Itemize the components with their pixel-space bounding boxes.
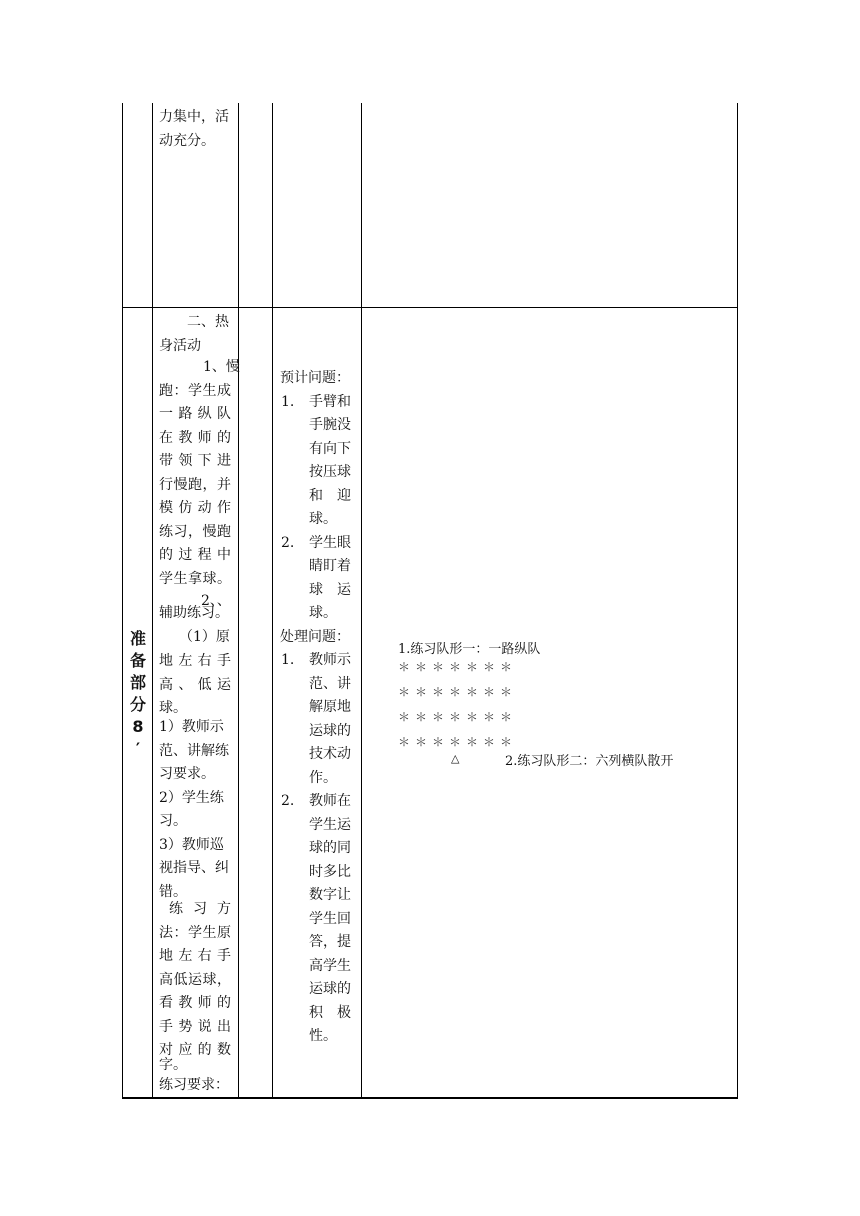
handling-problems-heading: 处理问题： — [280, 628, 350, 645]
warmup-line: 二、热 — [187, 314, 229, 330]
item-line: 学生回 — [309, 910, 351, 927]
table-right-border — [737, 103, 738, 1098]
item-line: 技术动 — [309, 746, 351, 762]
section-label-char: ′ — [135, 739, 141, 758]
item-line: 学生眼 — [309, 534, 351, 551]
section-label-char: 备 — [129, 651, 146, 670]
item-line: 积 极 — [309, 1004, 351, 1021]
item-line: 运球的 — [309, 722, 351, 739]
warmup-line: 地左右手 — [159, 948, 231, 964]
item-line: 教师示 — [309, 652, 351, 668]
section-label-char: 准 — [129, 629, 146, 648]
warmup-line: 错。 — [159, 883, 187, 900]
item-line: 球 运 — [309, 581, 351, 598]
section-label — [124, 628, 152, 760]
warmup-line: 在教师的 — [159, 429, 231, 446]
section-label-char: 分 — [129, 695, 146, 714]
item-line: 教师在 — [309, 793, 351, 809]
warmup-line: 一路纵队 — [159, 406, 231, 422]
item-line: 和 迎 — [309, 487, 351, 504]
item-line: 学生运 — [309, 816, 351, 833]
warmup-line: 练习要求： — [159, 1077, 229, 1093]
expected-problems-heading: 预计问题： — [280, 370, 350, 386]
warmup-line: 身活动 — [159, 337, 201, 354]
warmup-line: 的过程中 — [159, 547, 231, 563]
warmup-line: 1）教师示 — [159, 719, 224, 735]
warmup-line: 视指导、纠 — [159, 860, 229, 876]
warmup-line: 高、低运 — [159, 676, 231, 693]
warmup-line: 范、讲解练 — [159, 742, 229, 759]
warmup-line: 字。 — [159, 1057, 187, 1073]
student-row: ＊＊＊＊＊＊＊ — [398, 685, 518, 699]
warmup-line: 学生拿球。 — [159, 570, 231, 587]
item-number: 2. — [281, 534, 295, 551]
item-line: 解原地 — [309, 699, 351, 715]
item-line: 睛盯着 — [309, 558, 351, 574]
warmup-line: 法：学生原 — [159, 924, 231, 941]
item-number: 1. — [281, 652, 295, 668]
warmup-line: 行慢跑，并 — [159, 476, 231, 493]
table-divider-col4 — [361, 103, 362, 1098]
student-row: ＊＊＊＊＊＊＊ — [398, 735, 518, 749]
item-line: 时多比 — [309, 863, 351, 880]
expected-problem-item — [280, 391, 358, 532]
warmup-line: 带领下进 — [159, 453, 231, 469]
warmup-line: 习。 — [159, 813, 187, 829]
warmup-line: 手势说出 — [159, 1018, 231, 1035]
warmup-line: 高低运球， — [159, 971, 231, 988]
warmup-line: 1、慢 — [203, 359, 240, 375]
student-row: ＊＊＊＊＊＊＊ — [398, 710, 518, 724]
student-row: ＊＊＊＊＊＊＊ — [398, 660, 518, 674]
item-line: 手腕没 — [309, 417, 351, 433]
item-line: 球。 — [309, 511, 337, 527]
item-line: 范、讲 — [309, 675, 351, 692]
item-line: 作。 — [309, 769, 337, 786]
item-number: 2. — [281, 793, 295, 809]
item-line: 按压球 — [309, 464, 351, 480]
item-line: 数字让 — [309, 887, 351, 903]
row-divider — [122, 307, 738, 308]
table-left-border — [122, 103, 123, 1098]
item-line: 手臂和 — [309, 393, 351, 410]
warmup-line: 2、、 — [201, 593, 231, 609]
item-line: 球。 — [309, 605, 337, 621]
table-divider-col2 — [238, 103, 239, 1098]
item-line: 性。 — [309, 1028, 337, 1044]
item-line: 高学生 — [309, 957, 351, 974]
item-line: 运球的 — [309, 981, 351, 997]
warmup-line: 地左右手 — [159, 653, 231, 669]
warmup-line: 习要求。 — [159, 766, 215, 782]
warmup-line: 2）学生练 — [159, 789, 224, 806]
item-line: 球的同 — [309, 840, 351, 856]
warmup-line: 对应的数 — [159, 1042, 231, 1058]
warmup-line: （1）原 — [179, 629, 230, 645]
warmup-line: 模仿动作 — [159, 500, 231, 516]
top-row-line-1: 力集中，活 — [159, 109, 229, 125]
warmup-line: 球。 — [159, 700, 187, 716]
formation-label-1: 1.练习队形一：一路纵队 — [398, 642, 541, 657]
warmup-line: 辅助练习。 — [159, 605, 229, 621]
warmup-line: 3）教师巡 — [159, 836, 224, 853]
warmup-line: 跑：学生成 — [159, 382, 231, 399]
teacher-marker-icon: △ — [451, 752, 460, 765]
section-label-char: 部 — [129, 673, 146, 692]
section-label-char: 8 — [132, 717, 144, 736]
handling-problem-item — [280, 649, 358, 790]
problems-column — [280, 367, 358, 1049]
table-divider-col3 — [272, 103, 273, 1098]
expected-problem-item — [280, 532, 358, 626]
warmup-line: 练习方 — [169, 901, 231, 917]
item-line: 答，提 — [309, 934, 351, 950]
item-number: 1. — [281, 393, 295, 410]
handling-problem-item — [280, 790, 358, 1049]
item-line: 有向下 — [309, 440, 351, 457]
warmup-line: 看教师的 — [159, 995, 231, 1011]
warmup-line: 练习，慢跑 — [159, 523, 231, 540]
top-row-line-2: 动充分。 — [159, 132, 215, 149]
table-divider-col1 — [152, 103, 153, 1098]
formation-label-2: 2.练习队形二：六列横队散开 — [505, 754, 674, 769]
